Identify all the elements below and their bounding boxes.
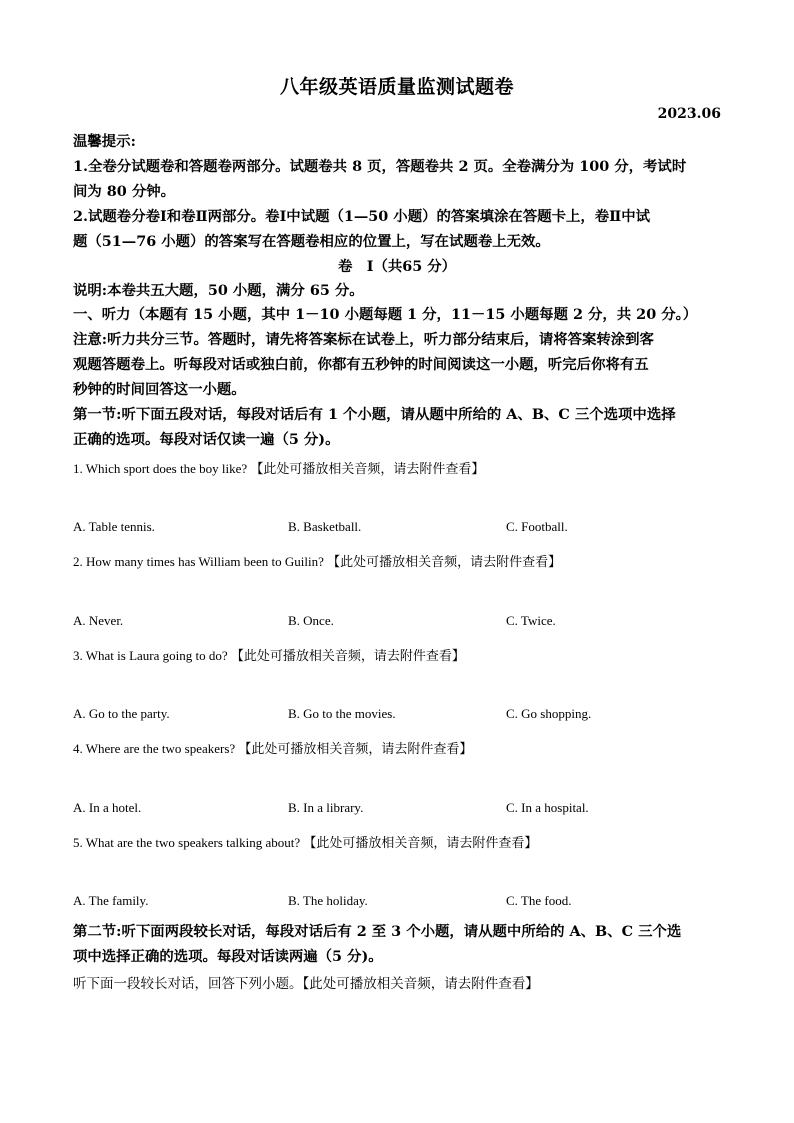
- notice-item2-line1: 2.试题卷分卷Ⅰ和卷Ⅱ两部分。卷Ⅰ中试题（1—50 小题）的答案填涂在答题卡上，卷Ⅱ中试: [73, 208, 651, 225]
- part2-line2: 项中选择正确的选项。每段对话读两遍（5 分)。: [73, 948, 383, 965]
- page-title: 八年级英语质量监测试题卷: [279, 76, 514, 98]
- part1-line2: 正确的选项。每段对话仅读一遍（5 分)。: [73, 431, 340, 448]
- notice-item2-line2: 题（51—76 小题）的答案写在答题卷相应的位置上，写在试题卷上无效。: [73, 233, 550, 250]
- question-1-option-b: B. Basketball.: [288, 519, 362, 534]
- question-4-option-b: B. In a library.: [288, 800, 364, 815]
- listening-section-title: 一、听力（本题有 15 小题，其中 1－10 小题每题 1 分，11－15 小题每题 2 分，共 20 分。）: [73, 306, 698, 323]
- question-2-option-a: A. Never.: [73, 613, 124, 628]
- question-2-option-b: B. Once.: [288, 613, 334, 628]
- question-5-option-a: A. The family.: [73, 893, 149, 908]
- listening-note-line1: 注意:听力共分三节。答题时，请先将答案标在试卷上，听力部分结束后，请将答案转涂到客: [73, 331, 654, 348]
- notice-item1-line1: 1.全卷分试题卷和答题卷两部分。试题卷共 8 页，答题卷共 2 页。全卷满分为 100 分，考试时: [73, 158, 687, 175]
- part2-line1: 第二节:听下面两段较长对话，每段对话后有 2 至 3 个小题，请从题中所给的 A、B、C 三个选: [73, 923, 682, 940]
- question-3-text: 3. What is Laura going to do? 【此处可播放相关音频，请去附件查看】: [73, 648, 465, 663]
- part2-instruction: 听下面一段较长对话，回答下列小题。【此处可播放相关音频，请去附件查看】: [73, 976, 539, 992]
- question-4-option-a: A. In a hotel.: [73, 800, 142, 815]
- question-1-option-a: A. Table tennis.: [73, 519, 155, 534]
- question-1-text: 1. Which sport does the boy like? 【此处可播放相关音频，请去附件查看】: [73, 461, 485, 476]
- question-2-option-c: C. Twice.: [506, 613, 556, 628]
- part1-line1: 第一节:听下面五段对话，每段对话后有 1 个小题，请从题中所给的 A、B、C 三个选项中选择: [73, 406, 676, 423]
- volume-label: 卷 Ⅰ（共65 分）: [337, 258, 457, 275]
- question-3-option-b: B. Go to the movies.: [288, 706, 396, 721]
- listening-note-line2: 观题答题卷上。听每段对话或独白前，你都有五秒钟的时间阅读这一小题，听完后你将有五: [73, 356, 649, 373]
- exam-date: 2023.06: [657, 106, 721, 122]
- question-2-text: 2. How many times has William been to Guilin? 【此处可播放相关音频，请去附件查看】: [73, 554, 562, 569]
- question-5-text: 5. What are the two speakers talking about? 【此处可播放相关音频，请去附件查看】: [73, 835, 538, 850]
- question-4-text: 4. Where are the two speakers? 【此处可播放相关音频，请去附件查看】: [73, 741, 473, 756]
- question-4-option-c: C. In a hospital.: [506, 800, 589, 815]
- volume-note: 说明:本卷共五大题，50 小题，满分 65 分。: [73, 282, 364, 299]
- listening-note-line3: 秒钟的时间回答这一小题。: [73, 381, 246, 398]
- notice-heading: 温馨提示:: [73, 133, 136, 150]
- question-3-option-c: C. Go shopping.: [506, 706, 592, 721]
- question-5-option-b: B. The holiday.: [288, 893, 368, 908]
- question-5-option-c: C. The food.: [506, 893, 572, 908]
- question-1-option-c: C. Football.: [506, 519, 568, 534]
- notice-item1-line2: 间为 80 分钟。: [73, 183, 175, 200]
- question-3-option-a: A. Go to the party.: [73, 706, 170, 721]
